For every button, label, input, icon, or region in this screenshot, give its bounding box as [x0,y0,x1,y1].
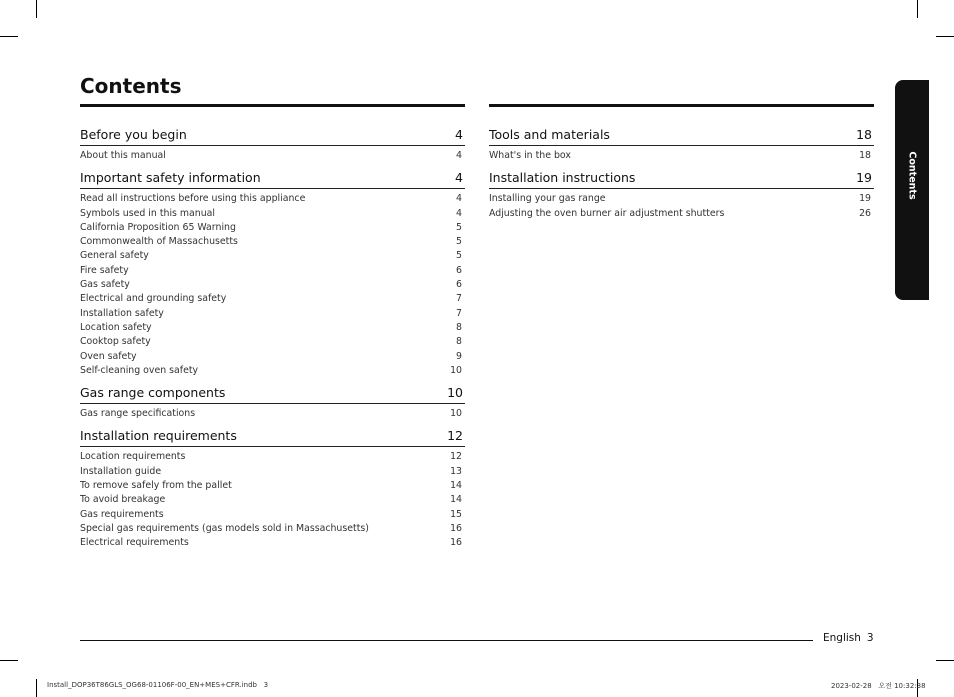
toc-entry-page: 4 [456,193,462,205]
toc-entry-page: 15 [450,508,462,520]
toc-entry-page: 5 [456,236,462,248]
toc-entry[interactable] [80,207,465,221]
crop-mark [936,660,954,661]
toc-entry-page: 14 [450,494,462,506]
toc-entry[interactable] [80,278,465,292]
toc-entry-label: Gas requirements [80,508,164,520]
toc-entry-label: Cooktop safety [80,336,151,348]
toc-entry-page: 12 [450,451,462,463]
toc-entry[interactable] [80,364,465,378]
toc-entry[interactable] [80,307,465,321]
toc-entry[interactable] [80,350,465,364]
toc-entry-page: 8 [456,336,462,348]
toc-entry[interactable] [80,450,465,464]
toc-heading-page: 19 [856,170,872,186]
toc-entry-label: General safety [80,250,149,262]
toc-entry[interactable] [80,192,465,206]
toc-entry-label: Location safety [80,321,152,333]
toc-entry-label: Gas range specifications [80,408,196,420]
side-tab-label: Contents [906,151,918,200]
toc-entry[interactable] [80,221,465,235]
toc-entry-page: 8 [456,321,462,333]
toc-entry-label: About this manual [80,150,166,161]
toc-section-heading[interactable] [489,167,874,189]
toc-entry-page: 7 [456,307,462,319]
toc-entry-page: 7 [456,293,462,305]
toc-heading-page: 18 [856,127,872,142]
toc-heading-label: Important safety information [80,170,261,186]
right-toc-column [489,124,874,225]
toc-entry-label: Location requirements [80,451,186,463]
page-title: Contents [80,74,182,98]
toc-entry[interactable] [80,407,465,421]
toc-entry-page: 16 [450,522,462,534]
toc-entry-label: Self-cleaning oven safety [80,364,199,376]
footer-language: English [823,632,861,644]
toc-heading-label: Before you begin [80,127,187,142]
toc-entry-page: 19 [859,193,871,205]
toc-entry-page: 26 [859,207,871,219]
crop-mark [0,660,18,661]
toc-entry[interactable] [80,465,465,479]
toc-entry-label: To remove safely from the pallet [80,480,232,492]
right-header-rule [489,104,874,107]
toc-entry[interactable] [80,536,465,550]
toc-entry[interactable] [80,292,465,306]
toc-entry-page: 10 [450,364,462,376]
toc-entry[interactable] [80,235,465,249]
toc-heading-label: Installation instructions [489,170,636,186]
toc-heading-page: 10 [447,385,463,401]
toc-heading-page: 12 [447,428,463,444]
crop-mark [0,36,18,37]
toc-entry-label: Special gas requirements (gas models sold in Massachusetts) [80,522,369,534]
left-toc-column [80,124,465,555]
toc-entry-page: 18 [859,150,871,161]
toc-section [80,167,465,381]
toc-entry-page: 5 [456,221,462,233]
crop-mark [936,36,954,37]
toc-entry-label: What's in the box [489,150,571,161]
toc-entry-label: Oven safety [80,350,137,362]
print-slug-file: Install_DOP36T86GLS_OG68-01106F-00_EN+MES+CFR.indb 3 [47,681,269,689]
toc-heading-label: Tools and materials [489,127,610,142]
toc-heading-page: 4 [455,170,463,186]
toc-entry-label: Adjusting the oven burner air adjustment shutters [489,207,725,219]
toc-section-heading[interactable] [489,124,874,146]
toc-entry-label: Installation guide [80,465,162,477]
toc-entry-page: 9 [456,350,462,362]
toc-entry-page: 4 [456,207,462,219]
print-slug-timestamp: 2023-02-28 오전 10:32:38 [831,682,926,690]
toc-entry-page: 4 [456,150,462,161]
toc-entry[interactable] [489,192,874,206]
toc-entry-label: Installation safety [80,307,164,319]
toc-entry-label: Installing your gas range [489,193,606,205]
toc-section-heading[interactable] [80,167,465,189]
toc-section [80,124,465,166]
toc-heading-label: Gas range components [80,385,226,401]
toc-entry-label: Symbols used in this manual [80,207,216,219]
toc-section-heading[interactable] [80,382,465,404]
toc-entry-label: Fire safety [80,264,129,276]
toc-entry[interactable] [80,149,465,163]
footer-rule [80,640,813,641]
toc-entry[interactable] [489,207,874,221]
toc-entry[interactable] [80,264,465,278]
toc-heading-page: 4 [455,127,463,142]
footer-page-number: 3 [866,632,874,644]
toc-section [80,382,465,424]
toc-entry[interactable] [80,493,465,507]
contents-side-tab[interactable] [895,80,929,300]
toc-entry-page: 14 [450,480,462,492]
toc-section [489,167,874,224]
toc-entry[interactable] [80,522,465,536]
toc-entry[interactable] [489,149,874,163]
toc-entry-page: 10 [450,408,462,420]
toc-entry[interactable] [80,321,465,335]
toc-section [80,425,465,553]
toc-section-heading[interactable] [80,425,465,447]
toc-entry-label: Electrical requirements [80,537,189,549]
toc-entry[interactable] [80,508,465,522]
toc-entry-label: Commonwealth of Massachusetts [80,236,238,248]
crop-mark [917,0,918,18]
toc-entry[interactable] [80,335,465,349]
toc-entry-label: California Proposition 65 Warning [80,221,236,233]
toc-entry-page: 13 [450,465,462,477]
toc-entry-page: 16 [450,537,462,549]
toc-entry-label: Electrical and grounding safety [80,293,227,305]
toc-entry-page: 6 [456,264,462,276]
crop-mark [36,0,37,18]
toc-entry[interactable] [80,249,465,263]
toc-entry-label: Gas safety [80,279,130,291]
toc-entry-page: 5 [456,250,462,262]
toc-section-heading[interactable] [80,124,465,146]
footer-page-info [823,632,874,644]
left-header-rule [80,104,465,107]
toc-section [489,124,874,166]
toc-entry-label: To avoid breakage [80,494,166,506]
toc-heading-label: Installation requirements [80,428,237,444]
toc-entry-page: 6 [456,279,462,291]
crop-mark [36,679,37,697]
toc-entry[interactable] [80,479,465,493]
toc-entry-label: Read all instructions before using this appliance [80,193,306,205]
